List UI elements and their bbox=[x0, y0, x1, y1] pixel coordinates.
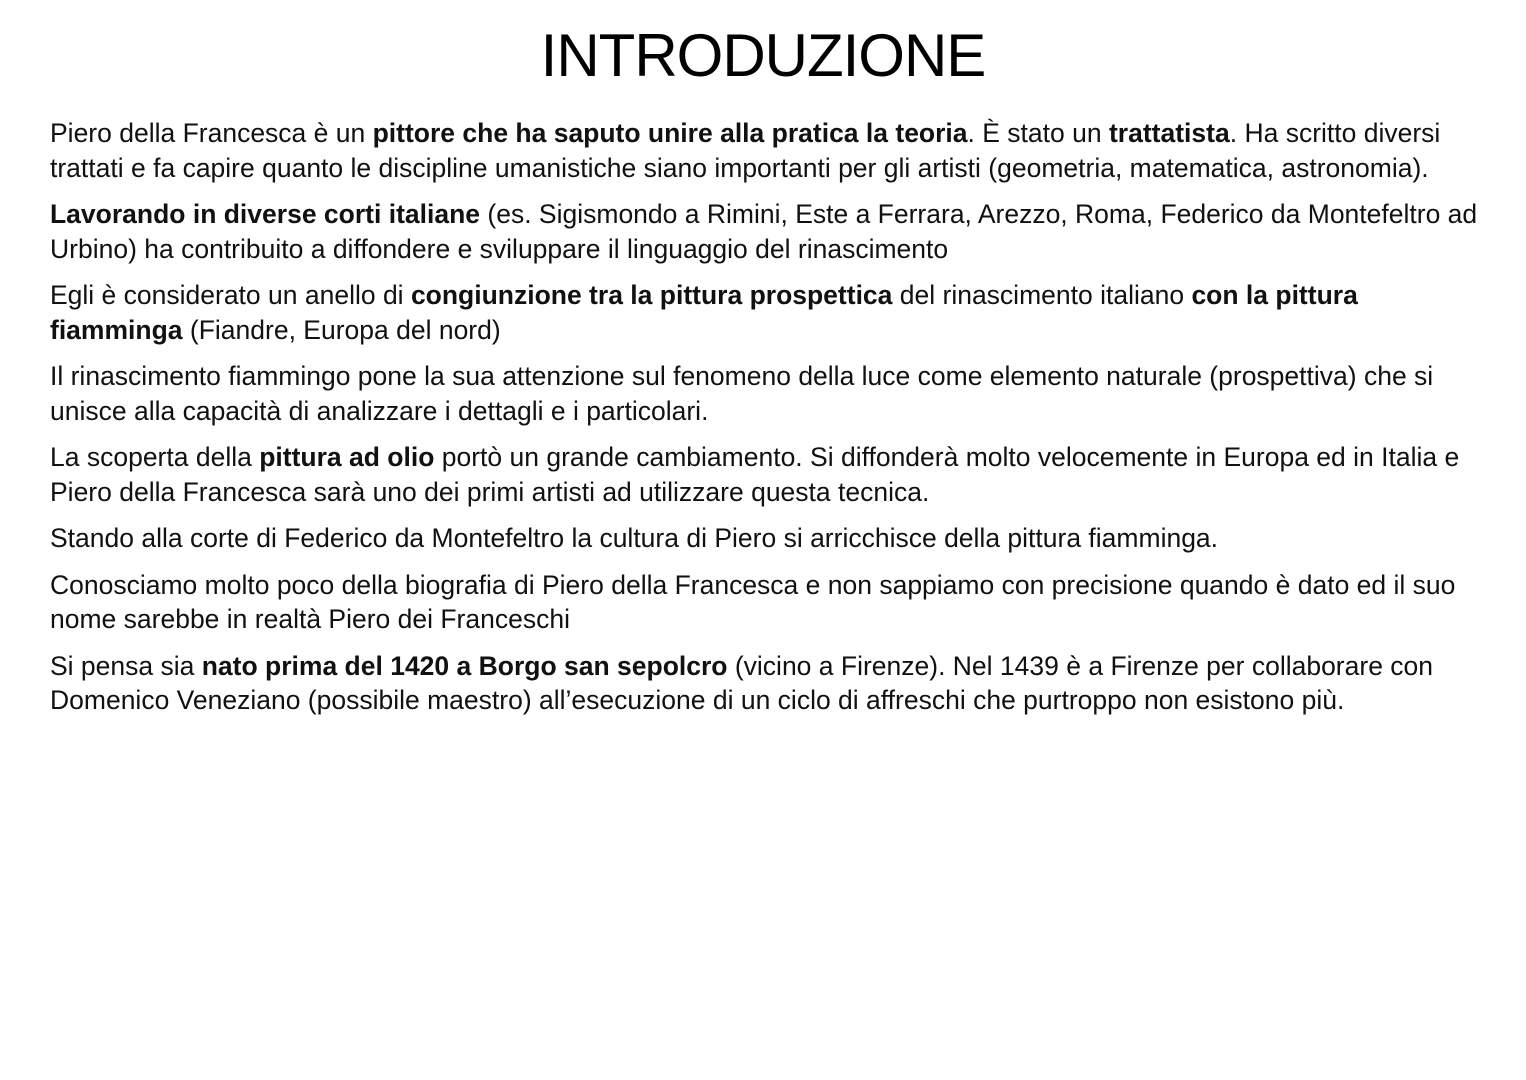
bold-text-run: trattatista bbox=[1108, 118, 1230, 148]
text-run: Stando alla corte di Federico da Montefeltro la cultura di Piero si arricchisce della pittura fiamminga. bbox=[50, 523, 1219, 553]
text-run: . Ha scritto diversi trattati e fa capire quanto le discipline umanistiche siano importanti per gli artisti (geometria, matematica, astronomia). bbox=[50, 118, 1441, 183]
paragraph-3 bbox=[50, 278, 1480, 347]
text-run: Piero della Francesca è un bbox=[50, 118, 373, 148]
paragraph-4 bbox=[50, 359, 1480, 428]
text-run: portò un grande cambiamento. Si diffonderà molto velocemente in Europa ed in Italia e Piero della Francesca sarà uno dei primi artisti ad utilizzare questa tecnica. bbox=[50, 442, 1460, 507]
bold-text-run: pittore che ha saputo unire alla pratica la teoria bbox=[372, 118, 968, 148]
text-run: La scoperta della bbox=[50, 442, 260, 472]
text-run: Conosciamo molto poco della biografia di Piero della Francesca e non sappiamo con precisione quando è dato ed il suo nome sarebbe in realtà Piero dei Franceschi bbox=[50, 569, 1456, 634]
bold-text-run: pittura ad olio bbox=[259, 442, 435, 472]
text-run: Egli è considerato un anello di bbox=[50, 280, 411, 310]
slide-body bbox=[50, 116, 1480, 730]
paragraph-6 bbox=[50, 521, 1480, 556]
bold-text-run: Lavorando in diverse corti italiane bbox=[50, 199, 481, 229]
text-run: (vicino a Firenze). Nel 1439 è a Firenze per collaborare con Domenico Veneziano (possibile maestro) all’esecuzione di un ciclo di affreschi che purtroppo non esistono più. bbox=[50, 650, 1434, 715]
text-run: (Fiandre, Europa del nord) bbox=[182, 314, 501, 345]
paragraph-1 bbox=[50, 116, 1480, 185]
page-title: INTRODUZIONE bbox=[540, 22, 986, 89]
text-run: Il rinascimento fiammingo pone la sua attenzione sul fenomeno della luce come elemento naturale (prospettiva) che si unisce alla capacità di analizzare i dettagli e i particolari. bbox=[50, 361, 1434, 426]
paragraph-8 bbox=[50, 649, 1480, 718]
paragraph-5 bbox=[50, 440, 1480, 509]
text-run: Si pensa sia bbox=[50, 650, 202, 681]
paragraph-2 bbox=[50, 197, 1480, 266]
text-run: (es. Sigismondo a Rimini, Este a Ferrara, Arezzo, Roma, Federico da Montefeltro ad Urbino) ha contribuito a diffondere e sviluppare il linguaggio del rinascimento bbox=[50, 199, 1478, 264]
text-run: . È stato un bbox=[967, 118, 1109, 148]
bold-text-run: nato prima del 1420 a Borgo san sepolcro bbox=[201, 650, 728, 681]
paragraph-7 bbox=[50, 568, 1480, 637]
bold-text-run: con la pittura fiamminga bbox=[50, 280, 1358, 345]
bold-text-run: congiunzione tra la pittura prospettica bbox=[410, 280, 893, 310]
text-run: del rinascimento italiano bbox=[892, 280, 1192, 310]
